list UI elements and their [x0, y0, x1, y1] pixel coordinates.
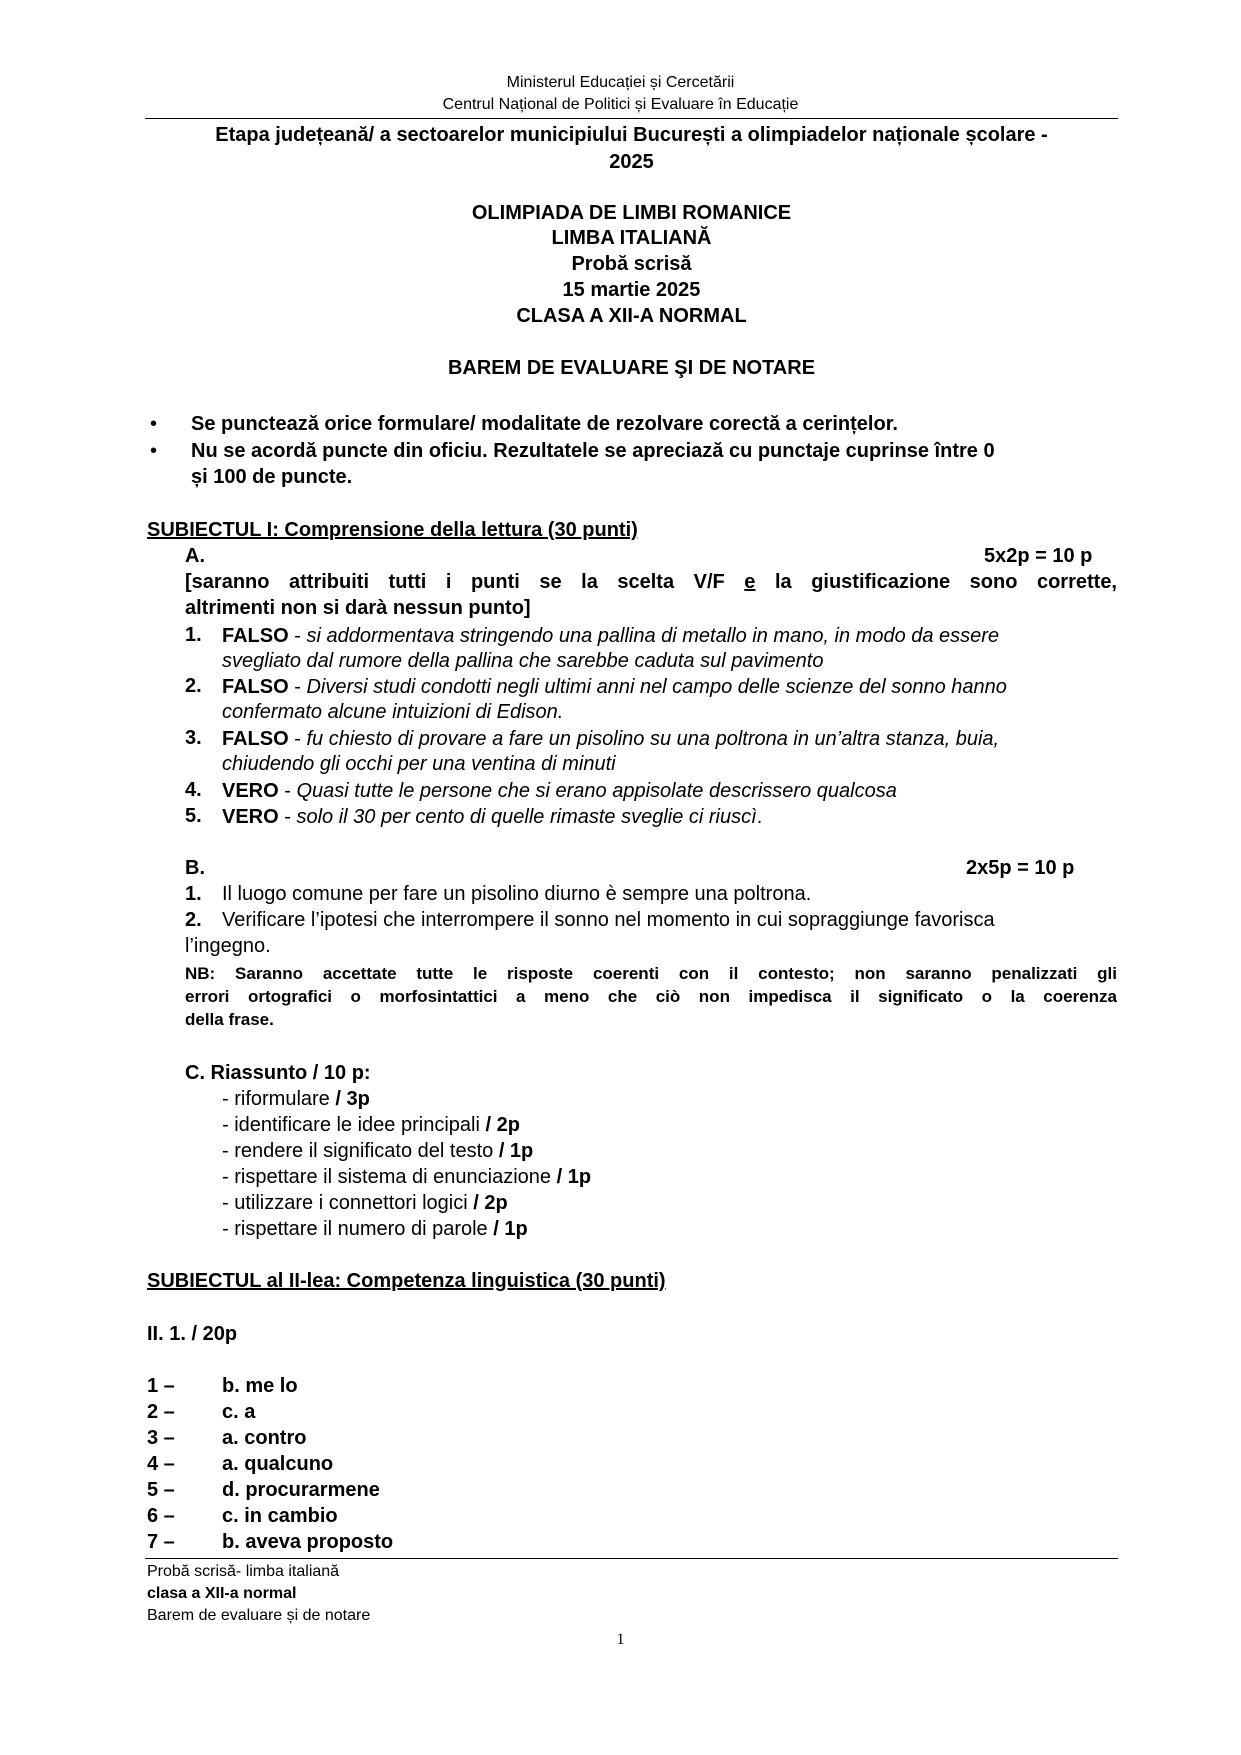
answer-num: 7 –	[147, 1531, 175, 1553]
answer-value: a. contro	[222, 1427, 307, 1449]
section-a-points: 5x2p = 10 p	[984, 545, 1093, 567]
answer-num: 2 –	[147, 1401, 175, 1423]
exam-type: Probă scrisă	[571, 253, 692, 275]
header-rule	[145, 118, 1118, 119]
a-item-5: VERO - solo il 30 per cento di quelle rimaste sveglie ci riuscì.	[222, 806, 763, 828]
b-item-2-line1: Verificare l’ipotesi che interrompere il sonno nel momento in cui sopraggiunge favorisca	[222, 909, 995, 931]
rule-text-2-line2: și 100 de puncte.	[191, 466, 353, 488]
answer-value: c. in cambio	[222, 1505, 338, 1527]
a-item-3: FALSO - fu chiesto di provare a fare un pisolino su una poltrona in un’altra stanza, buia, chiudendo gli occhi per una ventina di minuti	[222, 728, 1000, 775]
answer-value: c. a	[222, 1401, 256, 1423]
c-item: - riformulare / 3p	[222, 1088, 370, 1110]
b-item-2-line2: l’ingegno.	[185, 935, 271, 957]
section-a-note-line1: [saranno attribuiti tutti i punti se la scelta V/F e la giustificazione sono corrette,	[185, 571, 1117, 593]
footer-line-1: Probă scrisă- limba italiană	[147, 1563, 340, 1580]
etapa-line-2: 2025	[609, 151, 654, 173]
a-item-1: FALSO - si addormentava stringendo una pallina di metallo in mano, in modo da essere svegliato dal rumore della pallina che sarebbe caduta sul pavimento	[222, 625, 1000, 672]
c-item: - utilizzare i connettori logici / 2p	[222, 1192, 508, 1214]
answer-value: a. qualcuno	[222, 1453, 334, 1475]
rule-text-2-line1: Nu se acordă puncte din oficiu. Rezultatele se apreciază cu punctaje cuprinse între 0	[191, 440, 995, 462]
c-item: - rispettare il sistema di enunciazione / 1p	[222, 1166, 592, 1188]
answer-num: 4 –	[147, 1453, 175, 1475]
page-number: 1	[616, 1631, 625, 1648]
exam-date: 15 martie 2025	[562, 279, 701, 301]
language-title: LIMBA ITALIANĂ	[551, 227, 712, 249]
header-ministry: Ministerul Educației și Cercetării	[506, 74, 735, 91]
answer-num: 6 –	[147, 1505, 175, 1527]
subject1-heading: SUBIECTUL I: Comprensione della lettura (30 punti)	[147, 519, 638, 541]
a-item-num: 2.	[185, 675, 202, 697]
section-a-label: A.	[185, 545, 205, 567]
c-item: - identificare le idee principali / 2p	[222, 1114, 520, 1136]
olimpiada-title: OLIMPIADA DE LIMBI ROMANICE	[471, 202, 792, 224]
section-a-note-line2: altrimenti non si darà nessun punto]	[185, 597, 531, 619]
b-item-num: 1.	[185, 883, 202, 905]
footer-line-2: clasa a XII-a normal	[147, 1585, 297, 1602]
a-item-num: 1.	[185, 624, 202, 646]
barem-title: BAREM DE EVALUARE ŞI DE NOTARE	[447, 357, 816, 379]
subject2-part-label: II. 1. / 20p	[147, 1323, 238, 1345]
a-item-2: FALSO - Diversi studi condotti negli ultimi anni nel campo delle scienze del sonno hanno confermato alcune intuizioni di Edison.	[222, 676, 1007, 723]
answer-value: d. procurarmene	[222, 1479, 380, 1501]
nb-line3: della frase.	[185, 1010, 274, 1029]
c-item: - rispettare il numero di parole / 1p	[222, 1218, 528, 1240]
rule-bullet-2: •	[150, 440, 158, 462]
answer-num: 3 –	[147, 1427, 175, 1449]
subject2-heading: SUBIECTUL al II-lea: Competenza linguistica (30 punti)	[147, 1270, 666, 1292]
class-title: CLASA A XII-A NORMAL	[516, 305, 747, 327]
answer-value: b. me lo	[222, 1375, 298, 1397]
b-item-num: 2.	[185, 909, 202, 931]
b-item-1: Il luogo comune per fare un pisolino diurno è sempre una poltrona.	[222, 883, 812, 905]
section-c-heading: C. Riassunto / 10 p:	[185, 1062, 371, 1084]
a-item-num: 3.	[185, 727, 202, 749]
rule-text-1: Se punctează orice formulare/ modalitate de rezolvare corectă a cerințelor.	[191, 413, 898, 435]
footer-rule	[145, 1558, 1118, 1559]
answer-num: 1 –	[147, 1375, 175, 1397]
section-b-label: B.	[185, 857, 205, 879]
nb-line2: errori ortografici o morfosintattici a meno che ciò non impedisca il significato o la coerenza	[185, 987, 1117, 1006]
answer-value: b. aveva proposto	[222, 1531, 394, 1553]
rule-bullet-1: •	[150, 413, 158, 435]
a-item-4: VERO - Quasi tutte le persone che si erano appisolate descrissero qualcosa	[222, 780, 897, 802]
header-center: Centrul Național de Politici și Evaluare în Educație	[442, 96, 799, 113]
a-item-num: 4.	[185, 779, 202, 801]
a-item-num: 5.	[185, 805, 202, 827]
answer-num: 5 –	[147, 1479, 175, 1501]
section-b-points: 2x5p = 10 p	[966, 857, 1075, 879]
c-item: - rendere il significato del testo / 1p	[222, 1140, 534, 1162]
footer-line-3: Barem de evaluare și de notare	[147, 1607, 371, 1624]
etapa-line-1: Etapa județeană/ a sectoarelor municipiului București a olimpiadelor naționale școlare -	[215, 124, 1048, 146]
nb-line1: NB: Saranno accettate tutte le risposte coerenti con il contesto; non saranno penalizzati gli	[185, 964, 1117, 983]
